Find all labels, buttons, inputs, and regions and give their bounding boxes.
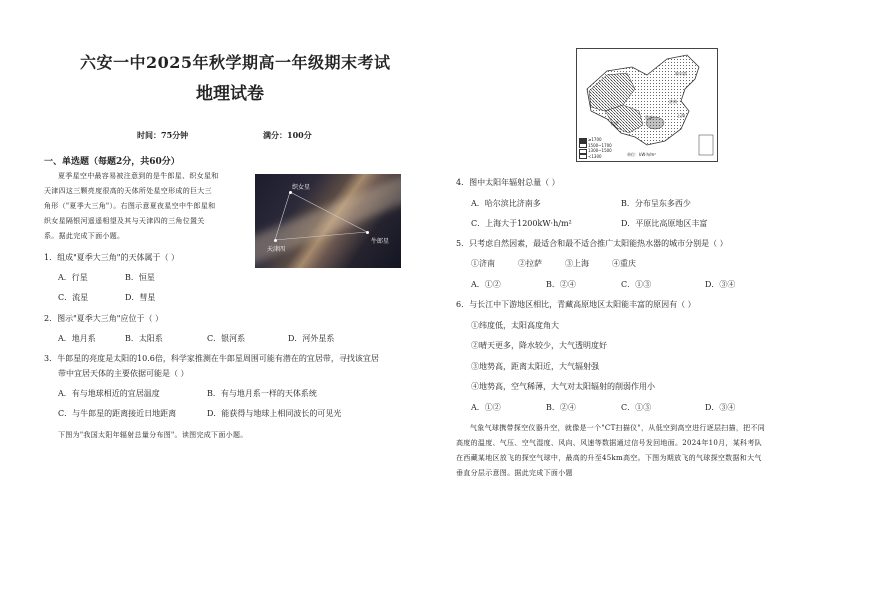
passage-line: 气象气球携带探空仪器升空，就像是一个"CT扫描仪"，从低空到高空进行逐层扫描，把不同 (470, 424, 766, 432)
q3-option-a: A．有与地球相近的宜居温度 (58, 389, 160, 398)
exam-score: 满分：100分 (263, 130, 312, 140)
deneb-label: 天津四 (267, 246, 286, 253)
q3-stem-line1: 3．牛郎星的亮度是太阳的10.6倍，科学家推测在牛郎星周围可能有潜在的宜居带，寻找该宜居 (44, 354, 379, 363)
q6-item-1: ①纬度低，太阳高度角大 (471, 321, 559, 330)
q3-option-d: D．能获得与地球上相同波长的可见光 (207, 409, 342, 418)
q5-item-4: ④重庆 (612, 259, 636, 268)
map-place-harbin: 哈尔滨 (675, 71, 687, 76)
passage-line: 系。据此完成下面小题。 (44, 232, 125, 240)
q6-item-2: ②晴天更多，降水较少，大气透明度好 (471, 341, 607, 350)
q5-option-c: C．①③ (621, 280, 652, 289)
q5-option-a: A．①② (471, 280, 501, 289)
q2-stem: 2．图示"夏季大三角"应位于（ ） (44, 314, 163, 323)
passage-line: 垂直分层示意图。据此完成下面小题 (456, 469, 573, 477)
q1-option-b: B．恒星 (125, 273, 155, 282)
q6-option-d: D．③④ (705, 403, 736, 412)
exam-subtitle: 地理试卷 (196, 84, 264, 104)
altair-label: 牛郎星 (371, 238, 390, 245)
passage-line: 天津四这三颗亮度很高的天体所处星空形成的巨大三 (44, 187, 212, 195)
q5-option-b: B．②④ (546, 280, 576, 289)
q4-stem: 4．图中太阳年辐射总量（ ） (456, 178, 560, 187)
passage-line: 夏季星空中最容易被注意到的是牛郎星、织女星和 (58, 172, 219, 180)
map-place-shanghai: 上海 (677, 113, 685, 118)
map-unit: 单位：kW·h/m² (627, 152, 656, 157)
q5-item-2: ②拉萨 (518, 259, 542, 268)
q2-option-b: B．太阳系 (125, 334, 163, 343)
q4-option-b: B．分布呈东多西少 (621, 199, 691, 208)
q2-option-d: D．河外星系 (288, 334, 335, 343)
passage-line: 高度的温度、气压、空气湿度、风向、风速等数据通过信号发回地面。2024年10月，某科考队 (456, 439, 762, 447)
q6-item-3: ③地势高，距离太阳近，大气辐射强 (471, 362, 599, 371)
q1-stem: 1．组成"夏季大三角"的天体属于（ ） (44, 253, 179, 262)
q1-option-a: A．行星 (58, 273, 88, 282)
map-place-jinan: 济南 (669, 99, 677, 104)
q3-stem-line2: 带中宜居天体的主要依据可能是（ ） (58, 369, 189, 378)
map-place-lhasa: 拉萨 (611, 121, 619, 126)
triangle-lines (255, 174, 401, 268)
q5-item-1: ①济南 (471, 259, 495, 268)
q6-option-b: B．②④ (546, 403, 576, 412)
passage-line: 织女星隔银河遥遥相望及其与天津四的三角位置关 (44, 217, 205, 225)
map-place-chongqing: 重庆 (645, 115, 653, 120)
exam-time: 时间：75分钟 (137, 130, 189, 140)
china-solar-radiation-map (576, 48, 718, 162)
section-heading: 一、单选题（每题2分，共60分） (44, 157, 180, 167)
q6-stem: 6．与长江中下游地区相比，青藏高原地区太阳能丰富的原因有（ ） (456, 300, 696, 309)
q4-option-c: C．上海大于1200kW·h/m² (471, 219, 572, 228)
map-legend: ≥1700 1500~1700 1300~1500 <1300 (579, 137, 612, 159)
q6-option-a: A．①② (471, 403, 501, 412)
q6-option-c: C．①③ (621, 403, 652, 412)
q4-option-d: D．平原比高原地区丰富 (621, 219, 708, 228)
q3-option-b: B．有与地月系一样的天体系统 (207, 389, 317, 398)
summer-triangle-photo (255, 174, 401, 268)
q6-item-4: ④地势高，空气稀薄，大气对太阳辐射的削弱作用小 (471, 382, 655, 391)
q5-item-3: ③上海 (565, 259, 589, 268)
q2-option-c: C．银河系 (207, 334, 246, 343)
q1-option-d: D．彗星 (125, 293, 156, 302)
q4-option-a: A．哈尔滨比济南多 (471, 199, 541, 208)
passage-3 (456, 421, 765, 481)
exam-title: 六安一中2025年秋学期高一年级期末考试 (80, 53, 391, 72)
intro-q4-6: 下图为"我国太阳年辐射总量分布图"。读图完成下面小题。 (58, 431, 248, 439)
q2-option-a: A．地月系 (58, 334, 96, 343)
passage-line: 在西藏某地区放飞的探空气球中，最高的升至45km高空。下图为期放飞的气球探空数据和大气 (456, 454, 762, 462)
q5-stem: 5．只考虑自然因素，最适合和最不适合推广太阳能热水器的城市分别是（ ） (456, 239, 728, 248)
q1-option-c: C．流星 (58, 293, 89, 302)
q3-option-c: C．与牛郎星的距离接近日地距离 (58, 409, 177, 418)
passage-line: 角形（"夏季大三角"）。右图示意夏夜星空中牛郎星和 (44, 202, 216, 210)
q5-option-d: D．③④ (705, 280, 736, 289)
passage-1 (44, 169, 219, 244)
vega-label: 织女星 (292, 184, 311, 191)
